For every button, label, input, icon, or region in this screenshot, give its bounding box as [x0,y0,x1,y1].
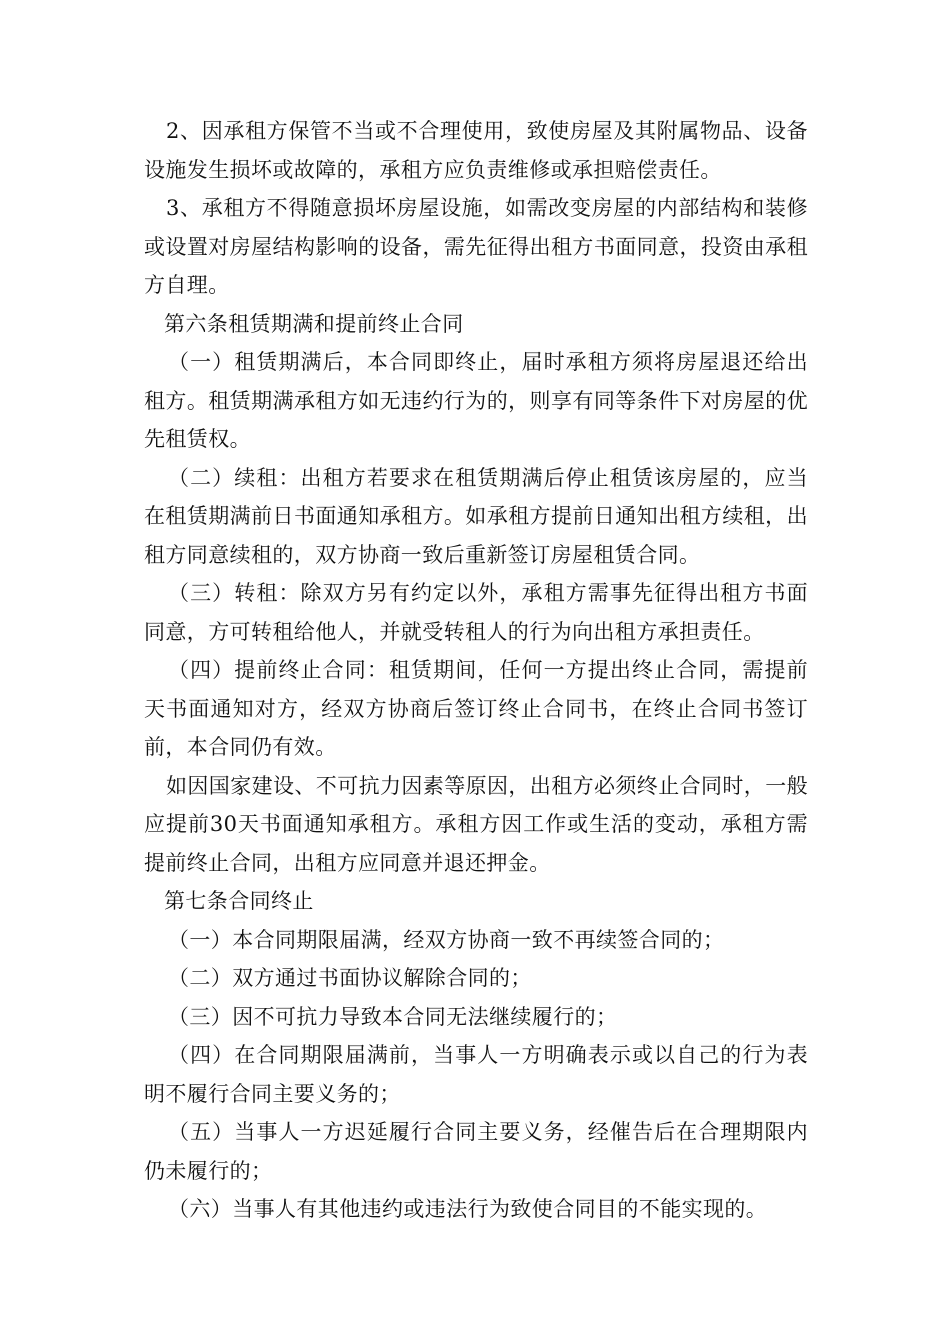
article-7-clause-5: （五）当事人一方迟延履行合同主要义务，经催告后在合理期限内仍未履行的； [144,1120,808,1183]
article-6-clause-4: （四）提前终止合同：租赁期间，任何一方提出终止合同，需提前天书面通知对方，经双方协商后签订终止合同书，在终止合同书签订前，本合同仍有效。 [144,658,808,759]
clause-item-3: 3、承租方不得随意损坏房屋设施，如需改变房屋的内部结构和装修或设置对房屋结构影响的设备，需先征得出租方书面同意，投资由承租方自理。 [144,196,808,297]
clause-item-2: 2、因承租方保管不当或不合理使用，致使房屋及其附属物品、设备设施发生损坏或故障的，承租方应负责维修或承担赔偿责任。 [144,119,808,182]
article-7-clause-3: （三）因不可抗力导致本合同无法继续履行的； [168,1004,618,1029]
article-7-clause-1: （一）本合同期限届满，经双方协商一致不再续签合同的； [168,927,725,952]
article-7-clause-4: （四）在合同期限届满前，当事人一方明确表示或以自己的行为表明不履行合同主要义务的； [144,1043,808,1106]
article-7-clause-6: （六）当事人有其他违约或违法行为致使合同目的不能实现的。 [168,1197,768,1221]
article-7-clause-2: （二）双方通过书面协议解除合同的； [168,966,532,990]
article-6-clause-1: （一）租赁期满后，本合同即终止，届时承租方须将房屋退还给出租方。租赁期满承租方如无违约行为的，则享有同等条件下对房屋的优先租赁权。 [144,350,808,451]
article-6-clause-3: （三）转租：除双方另有约定以外，承租方需事先征得出租方书面同意，方可转租给他人，并就受转租人的行为向出租方承担责任。 [144,581,808,644]
article-6-paragraph: 如因国家建设、不可抗力因素等原因，出租方必须终止合同时，一般应提前30天书面通知承租方。承租方因工作或生活的变动，承租方需提前终止合同，出租方应同意并退还押金。 [144,773,808,875]
article-6-heading: 第六条租赁期满和提前终止合同 [164,311,464,336]
document-body [144,112,808,1229]
article-7-heading: 第七条合同终止 [164,889,314,913]
article-6-clause-2: （二）续租：出租方若要求在租赁期满后停止租赁该房屋的，应当在租赁期满前日书面通知承租方。如承租方提前日通知出租方续租，出租方同意续租的，双方协商一致后重新签订房屋租赁合同。 [144,465,808,567]
